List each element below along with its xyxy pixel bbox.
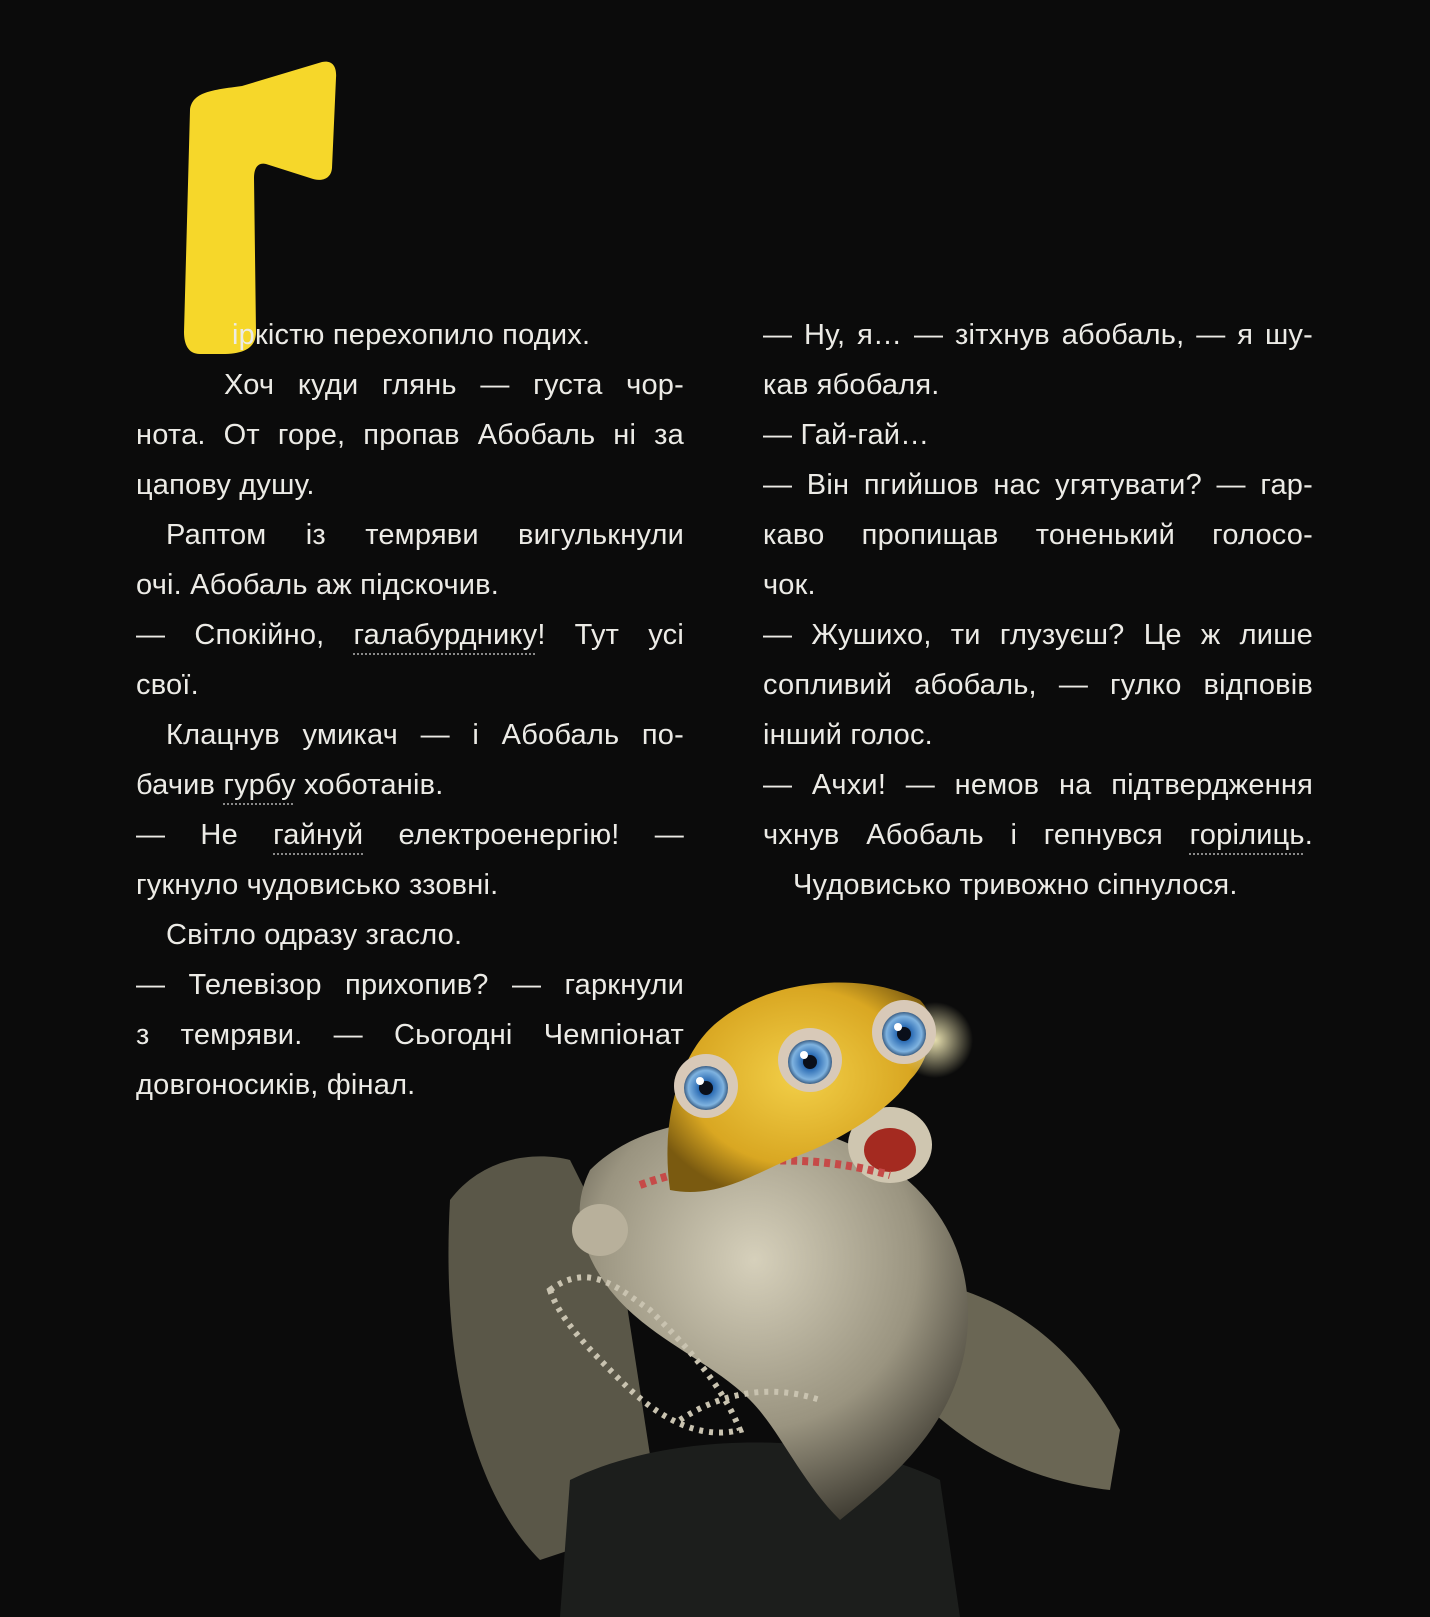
text-line: Світло одразу згасло. bbox=[166, 919, 463, 951]
text-line: — Жушихо, ти глузуєш? Це ж лише bbox=[763, 619, 1313, 651]
text-line: Чудовисько тривожно сіпнулося. bbox=[793, 869, 1238, 901]
text-line: довгоносиків, фінал. bbox=[136, 1069, 416, 1101]
text-line: очі. Абобаль аж підскочив. bbox=[136, 569, 500, 601]
marked-word: горілиць bbox=[1189, 819, 1305, 851]
text-line: — Телевізор прихопив? — гаркнули bbox=[136, 969, 684, 1001]
text-line: — Гай-гай… bbox=[763, 419, 930, 451]
marked-word: гурбу bbox=[223, 769, 296, 801]
text-line: інший голос. bbox=[763, 719, 933, 751]
text-line: — Ну, я… — зітхнув абобаль, — я шу- bbox=[763, 319, 1313, 351]
eye-left bbox=[674, 1054, 738, 1118]
text-line: — Він пгийшов нас угятувати? — гар- bbox=[763, 469, 1313, 501]
text-line: сопливий абобаль, — гулко відповів bbox=[763, 669, 1313, 701]
text-line: кав ябобаля. bbox=[763, 369, 940, 401]
eye-right bbox=[872, 1000, 936, 1064]
eye-middle bbox=[778, 1028, 842, 1092]
text-line: — Спокійно, галабурднику! Тут усі bbox=[136, 619, 684, 651]
text-line: — Ачхи! — немов на підтвердження bbox=[763, 769, 1313, 801]
text-column-right bbox=[763, 310, 1313, 910]
marked-word: галабурднику bbox=[353, 619, 538, 651]
text-line: іркістю перехопило подих. bbox=[232, 319, 591, 351]
text-line: гукнуло чудовисько ззовні. bbox=[136, 869, 499, 901]
text-line: бачив гурбу хоботанів. bbox=[136, 769, 444, 801]
text-line: чхнув Абобаль і гепнувся горілиць. bbox=[763, 819, 1313, 851]
text-line: Клацнув умикач — і Абобаль по- bbox=[166, 719, 684, 751]
marked-word: гайнуй bbox=[273, 819, 364, 851]
toy-monster-illustration bbox=[420, 960, 1180, 1617]
text-line: з темряви. — Сьогодні Чемпіонат bbox=[136, 1019, 684, 1051]
text-line: — Не гайнуй електроенергію! — bbox=[136, 819, 684, 851]
text-line: чок. bbox=[763, 569, 816, 601]
text-line: Раптом із темряви вигулькнули bbox=[166, 519, 684, 551]
text-line: Хоч куди глянь — густа чор- bbox=[224, 369, 684, 401]
text-line: нота. От горе, пропав Абобаль ні за bbox=[136, 419, 684, 451]
text-line: каво пропищав тоненький голосо- bbox=[763, 519, 1313, 551]
text-line: свої. bbox=[136, 669, 199, 701]
text-line: цапову душу. bbox=[136, 469, 315, 501]
